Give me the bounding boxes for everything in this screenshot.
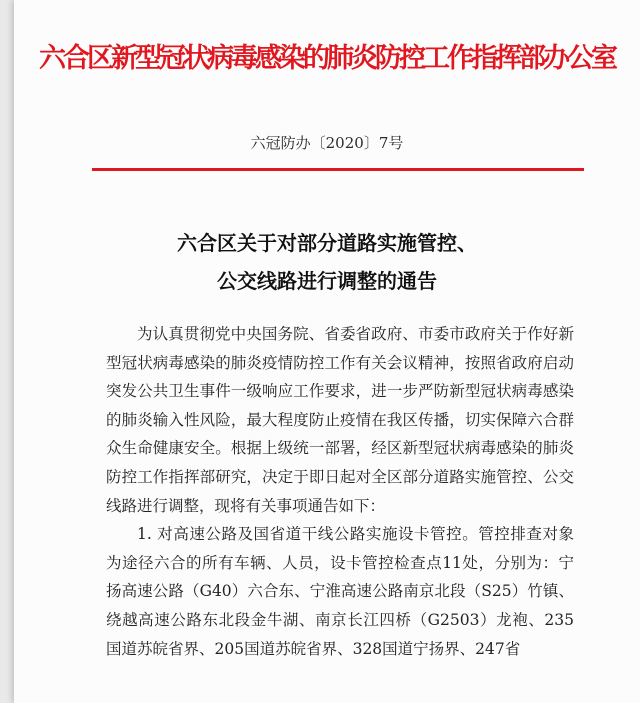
document-number: 六冠防办〔2020〕7号 bbox=[250, 134, 404, 152]
notice-title-line-2: 公交线路进行调整的通告 bbox=[217, 269, 437, 293]
notice-title bbox=[14, 224, 640, 300]
red-divider-line bbox=[92, 168, 584, 171]
issuing-office-title: 六合区新型冠状病毒感染的肺炎防控工作指挥部办公室 bbox=[39, 43, 615, 74]
notice-title-line-1: 六合区关于对部分道路实施管控、 bbox=[177, 231, 477, 255]
body-paragraph-2: 1. 对高速公路及国省道干线公路实施设卡管控。管控排查对象为途径六合的所有车辆、人员，设卡管控检查点11处，分别为：宁扬高速公路（G40）六合东、宁淮高速公路南京北段（S25）竹镇、绕越高速公路东北段金牛湖、南京长江四桥（G2503）龙袍、235国道苏皖省界、205国道苏皖省界、328国道宁扬界、247省 bbox=[106, 525, 574, 658]
document-page bbox=[14, 0, 640, 703]
body-paragraph-1: 为认真贯彻党中央国务院、省委省政府、市委市政府关于作好新型冠状病毒感染的肺炎疫情防控工作有关会议精神，按照省政府启动突发公共卫生事件一级响应工作要求，进一步严防新型冠状病毒感染的肺炎输入性风险，最大程度防止疫情在我区传播，切实保障六合群众生命健康安全。根据上级统一部署，经区新型冠状病毒感染的肺炎防控工作指挥部研究，决定于即日起对全区部分道路实施管控、公交线路进行调整，现将有关事项通告如下： bbox=[106, 325, 574, 515]
notice-body bbox=[106, 320, 574, 663]
